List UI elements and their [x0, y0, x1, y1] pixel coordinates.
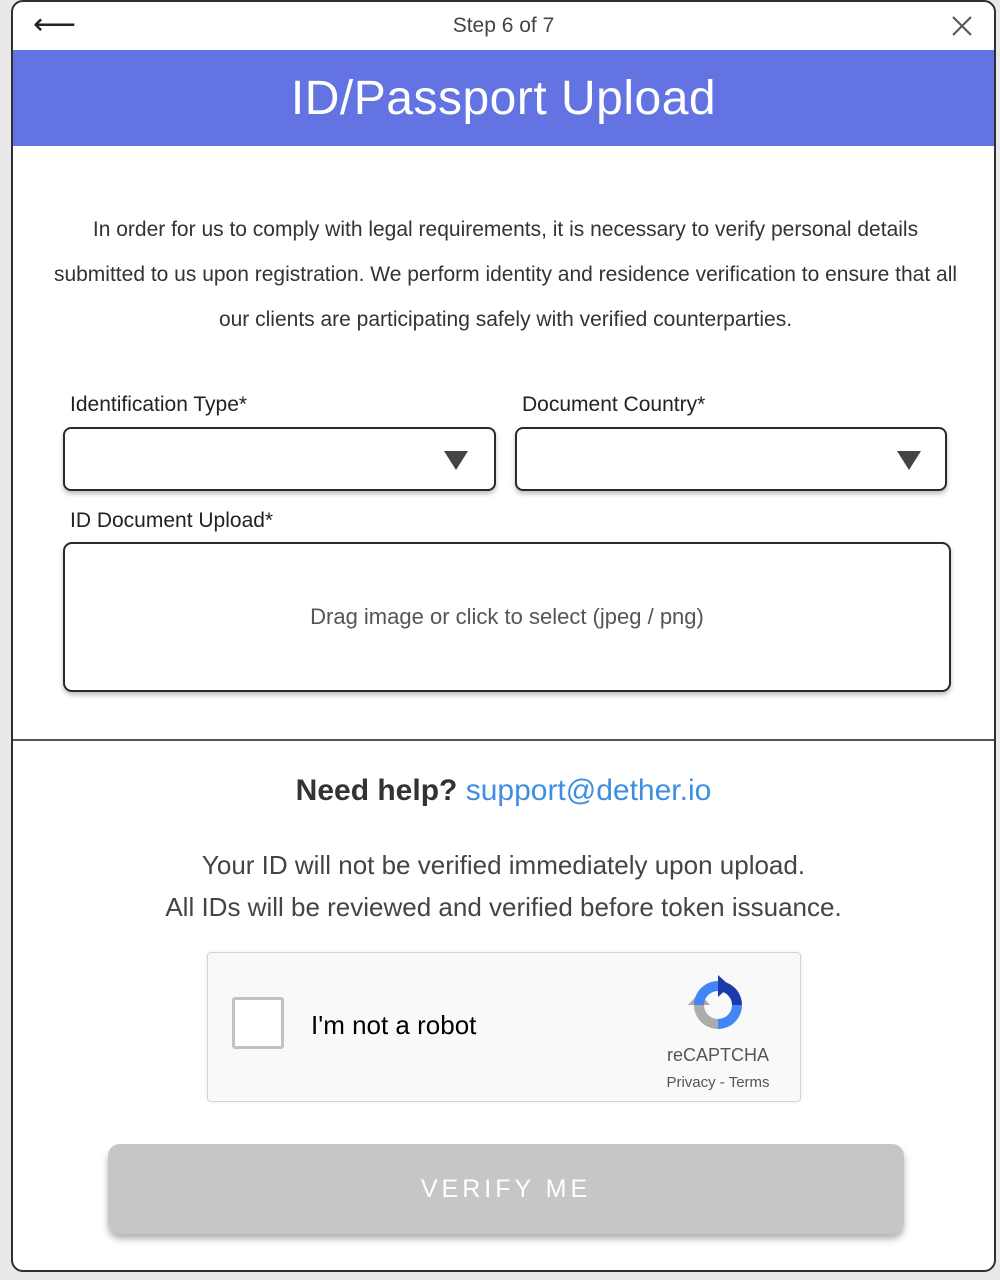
help-line	[13, 774, 994, 808]
modal-topbar	[13, 2, 994, 50]
verification-modal	[11, 0, 996, 1272]
help-question: Need help?	[295, 774, 458, 807]
recaptcha-terms-link[interactable]: Terms	[728, 1074, 770, 1091]
recaptcha-checkbox[interactable]	[232, 997, 284, 1049]
recaptcha-links	[648, 1074, 788, 1091]
dropzone-hint: Drag image or click to select (jpeg / png)	[310, 604, 704, 629]
document-country-label: Document Country*	[522, 393, 706, 416]
step-indicator: Step 6 of 7	[452, 14, 555, 37]
recaptcha-logo-icon	[686, 973, 750, 1037]
verify-me-button[interactable]: VERIFY ME	[108, 1144, 904, 1234]
recaptcha-privacy-link[interactable]: Privacy	[666, 1074, 716, 1091]
verification-notice	[13, 844, 994, 928]
id-document-upload-label: ID Document Upload*	[70, 509, 274, 532]
page-header	[13, 50, 994, 146]
notice-line-1: Your ID will not be verified immediately upon upload.	[201, 850, 806, 880]
recaptcha-widget	[207, 952, 801, 1102]
close-icon[interactable]	[948, 12, 976, 40]
recaptcha-links-separator: -	[715, 1074, 729, 1091]
back-arrow-icon[interactable]: ⟵	[33, 8, 77, 41]
dropdown-triangle-icon	[444, 451, 468, 470]
identification-type-select[interactable]	[63, 427, 496, 491]
id-document-dropzone[interactable]	[63, 542, 951, 692]
dropdown-triangle-icon	[897, 451, 921, 470]
identification-type-label: Identification Type*	[70, 393, 248, 416]
support-email-link[interactable]: support@dether.io	[465, 774, 712, 807]
document-country-select[interactable]	[515, 427, 947, 491]
section-divider	[13, 739, 994, 741]
notice-line-2: All IDs will be reviewed and verified before token issuance.	[165, 892, 842, 922]
page-title: ID/Passport Upload	[290, 71, 717, 125]
recaptcha-brand: reCAPTCHA	[666, 1045, 769, 1065]
intro-text: In order for us to comply with legal requirements, it is necessary to verify personal details submitted to us upon registration. We perform identity and residence verification to ensure that all our clients are participating safely with verified counterparties.	[53, 218, 958, 331]
recaptcha-label: I'm not a robot	[311, 1010, 477, 1040]
